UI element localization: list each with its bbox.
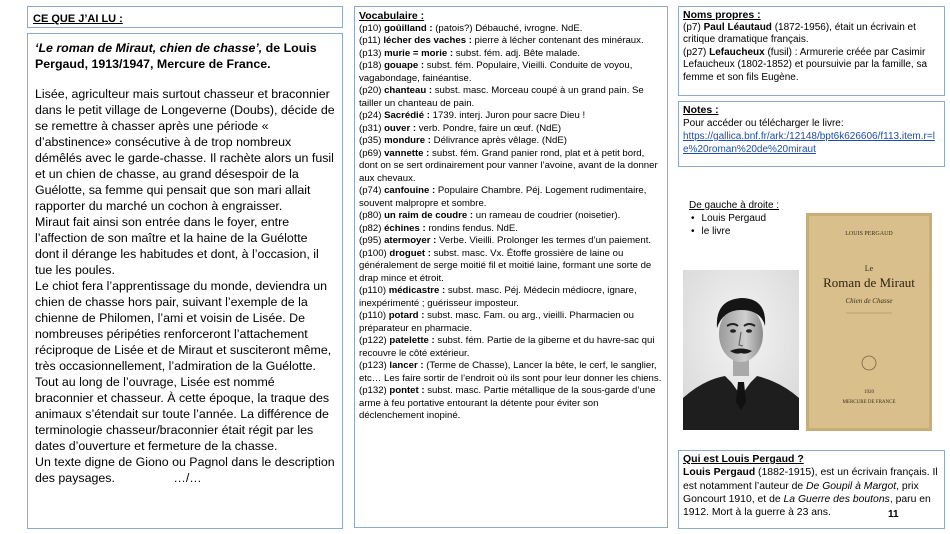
notes-panel — [678, 101, 945, 167]
caption-item: • Louis Pergaud — [691, 212, 809, 225]
vocabulary-entry — [359, 135, 663, 148]
entry-page-ref: (p69) — [359, 147, 385, 159]
book-author-text: LOUIS PERGAUD — [845, 231, 893, 237]
entry-definition: subst. fém. Grand panier rond, plat et à petit bord, dont on se sert ordinairement pour vanner l’avoine, avant de la donner aux chevaux. — [359, 147, 658, 184]
entry-page-ref: (p24) — [359, 110, 385, 121]
book-title: ‘Le roman de Miraut, chien de chasse’, — [35, 41, 263, 55]
caption-item: • le livre — [691, 225, 809, 238]
entry-term: vannette : — [384, 147, 430, 159]
entry-page-ref: (p100) — [359, 247, 390, 259]
entry-term: échines : — [384, 222, 426, 234]
entry-definition: subst. masc. Partie métallique de la sous-garde d’une arme à feu portative entourant la détente pour éviter son déclenchement inopiné. — [359, 385, 656, 421]
entry-term: atermoyer : — [384, 235, 437, 246]
book-cover-drawing — [806, 213, 932, 431]
entry-page-ref: (p122) — [359, 335, 390, 346]
entry-page-ref: (p95) — [359, 235, 385, 246]
entry-page-ref: (p18) — [359, 60, 385, 71]
proper-names-title: Noms propres : — [683, 9, 761, 21]
proper-name-entry — [683, 47, 940, 85]
book-publication: de Louis Pergaud, 1913/1947, Mercure de France. — [35, 41, 317, 71]
entry-definition: subst. fém. adj. Bête malade. — [453, 47, 581, 59]
book-title-line2: Roman de Miraut — [823, 275, 915, 290]
entry-definition: Délivrance après vêlage. (NdE) — [430, 135, 567, 146]
caption-title: De gauche à droite : — [689, 200, 780, 211]
book-publisher: MERCURE DE FRANCE — [842, 400, 896, 405]
images-caption — [689, 199, 809, 238]
entry-page-ref: (p27) — [683, 46, 710, 58]
entry-term: droguet : — [389, 247, 431, 259]
bio-text-part: (1882-1915), est un écrivain français. Il est notamment l’auteur de — [683, 467, 938, 492]
entry-page-ref: (p110) — [359, 310, 389, 321]
vocabulary-entry — [359, 85, 663, 110]
entry-definition: subst. masc. Vx. Étoffe grossière de laine ou généralement de serge moitié fil et moitié laine, formant une sorte de drap mince et étroit. — [359, 247, 652, 284]
bio-work-title: La Guerre des boutons — [783, 493, 890, 505]
vocabulary-entry — [359, 110, 663, 123]
entry-page-ref: (p123) — [359, 360, 390, 371]
vocabulary-title: Vocabulaire : — [359, 10, 425, 22]
book-title-line1: Le — [864, 264, 874, 273]
vocabulary-entry — [359, 60, 663, 85]
page-number: 11 — [888, 509, 899, 520]
entry-term: médicastre : — [388, 285, 446, 296]
entry-definition: subst. masc. Péj. Médecin médiocre, ignare, inexpérimenté ; guérisseur imposteur. — [359, 285, 637, 309]
portrait-drawing — [683, 270, 799, 430]
vocabulary-entry — [359, 235, 663, 248]
vocabulary-list — [359, 23, 663, 423]
author-name: Louis Pergaud — [683, 467, 756, 479]
section-title-box — [27, 6, 343, 28]
entry-term: pontet : — [389, 385, 425, 396]
entry-term: chanteau : — [384, 85, 433, 96]
entry-page-ref: (p10) — [359, 22, 385, 34]
entry-page-ref: (p7) — [683, 21, 704, 33]
entry-definition: subst. masc. Fam. ou arg., vieilli. Pharmacien ou préparateur en pharmacie. — [359, 310, 634, 334]
entry-definition: 1739. interj. Juron pour sacre Dieu ! — [429, 110, 586, 121]
entry-term: un raim de coudre : — [384, 210, 474, 221]
vocabulary-entry — [359, 48, 663, 61]
summary-paragraph: Le chiot fera l’apprentissage du monde, deviendra un chien de chasse hors pair, suivant l’exemple de la chienne de Philomen, l’ami et voisin de Lisée. De nombreuses péripéties renforceront l’attachement réciproque de Lisée et de Miraut et susciteront même, très occasionnellement, l’admiration de la Guélotte. — [35, 279, 332, 373]
book-year: 1920 — [864, 390, 874, 395]
entry-term: ouver : — [384, 122, 417, 134]
summary-paragraph: Lisée, agriculteur mais surtout chasseur et braconnier dans le petit village de Longeverne (Doubs), décide de se remettre à chasser après une période « d’abstinence» consécutive à de trop nombreux démêlés avec le garde-chasse. Il rachète alors un fusil et un chien de chasse, au grand désespoir de la Guélotte, sa femme qui pensait que son mari allait rapporter du marché un cochon à engraisser. — [35, 87, 335, 213]
entry-definition: un rameau de coudrier (noisetier). — [473, 210, 621, 221]
entry-definition: Verbe. Vieilli. Prolonger les termes d’un paiement. — [436, 235, 652, 246]
entry-page-ref: (p110) — [359, 285, 389, 296]
vocabulary-entry — [359, 285, 663, 310]
entry-page-ref: (p35) — [359, 135, 385, 146]
vocabulary-entry — [359, 210, 663, 223]
proper-names-panel — [678, 6, 945, 96]
bio-work-title: De Goupil à Margot — [806, 480, 897, 492]
proper-names-list — [683, 22, 940, 85]
author-bio-title: Qui est Louis Pergaud ? — [683, 453, 804, 465]
entry-term: patelette : — [389, 335, 435, 346]
entry-term: Sacrédié : — [384, 110, 430, 121]
entry-term: mondure : — [384, 135, 431, 146]
notes-text: Pour accéder ou télécharger le livre: — [683, 118, 844, 129]
vocabulary-entry — [359, 123, 663, 136]
vocabulary-entry — [359, 335, 663, 360]
entry-page-ref: (p31) — [359, 122, 385, 134]
entry-definition: subst. fém. Partie de la giberne et du havre-sac qui recouvre le côté extérieur. — [359, 335, 655, 359]
entry-page-ref: (p13) — [359, 47, 385, 59]
vocabulary-entry — [359, 385, 663, 423]
entry-definition: Populaire Chambre. Péj. Logement rudimentaire, souvent malpropre et sombre. — [359, 185, 647, 209]
summary-paragraph: Un texte digne de Giono ou Pagnol dans le description des paysages. …/… — [35, 455, 339, 485]
entry-term: Lefaucheux — [709, 46, 765, 58]
vocabulary-entry — [359, 185, 663, 210]
bio-text-part: , prix Goncourt 1910, et de — [683, 480, 919, 505]
entry-definition: verb. Pondre, faire un œuf. (NdE) — [416, 122, 562, 134]
vocabulary-entry — [359, 148, 663, 186]
entry-term: Paul Léautaud — [703, 21, 772, 33]
entry-term: goûilland : — [384, 22, 433, 34]
entry-definition: (Terme de Chasse), Lancer la bête, le cerf, le sanglier, etc… Les faire sortir de l’endroit où ils sont pour leur donner les chiens. — [359, 360, 662, 384]
caption-list — [689, 212, 809, 238]
book-heading — [35, 40, 335, 72]
summary-panel — [27, 33, 343, 529]
book-subtitle: Chien de Chasse — [845, 297, 893, 305]
entry-definition: (patois?) Débauché, ivrogne. NdE. — [432, 22, 583, 34]
entry-definition: subst. masc. Morceau coupé à un grand pain. Se tailler un chanteau de pain. — [359, 85, 644, 109]
entry-definition: rondins fendus. NdE. — [425, 222, 518, 234]
entry-page-ref: (p80) — [359, 210, 385, 221]
proper-name-entry — [683, 22, 940, 47]
summary-paragraph: Tout au long de l’ouvrage, Lisée est nommé braconnier et chasseur. À cette époque, la traque des animaux s’étendait sur toute l’année. La différence de terminologie chasseur/braconnier était régit par les dates d’ouverture et fermeture de la chasse. — [35, 375, 330, 453]
entry-page-ref: (p11) — [359, 35, 384, 46]
entry-term: canfouine : — [384, 185, 436, 196]
entry-definition: (1872-1956), était un écrivain et critique dramatique français. — [683, 21, 916, 46]
entry-page-ref: (p74) — [359, 185, 385, 196]
entry-term: gouape : — [384, 60, 425, 71]
entry-definition: (fusil) : Armurerie créée par Casimir Lefaucheux (1802-1852) et poursuivie par la famille, sa femme et son fils Eugène. — [683, 46, 928, 83]
summary-paragraph: Miraut fait ainsi son entrée dans le foyer, entre l’affection de son maître et la haine de la Guélotte dont il dérange les habitudes et dont, à l’occasion, il tue les poules. — [35, 215, 319, 277]
vocabulary-entry — [359, 310, 663, 335]
entry-page-ref: (p20) — [359, 85, 385, 96]
entry-page-ref: (p82) — [359, 222, 385, 234]
entry-definition: pierre à lécher contenant des minéraux. — [471, 35, 644, 46]
notes-title: Notes : — [683, 104, 719, 116]
entry-page-ref: (p132) — [359, 385, 390, 396]
vocabulary-entry — [359, 248, 663, 286]
vocabulary-entry — [359, 35, 663, 48]
author-portrait-image — [683, 270, 799, 430]
section-title: CE QUE J’AI LU : — [33, 13, 123, 25]
author-bio-text — [683, 466, 940, 519]
gallica-link[interactable]: https://gallica.bnf.fr/ark:/12148/bpt6k626606/f113.item.r=le%20roman%20de%20miraut — [683, 131, 935, 155]
vocabulary-entry — [359, 360, 663, 385]
entry-term: lancer : — [389, 360, 424, 371]
bio-text-part: , paru en 1912. Mort à la guerre à 23 ans. — [683, 493, 931, 519]
book-cover-image — [806, 213, 932, 431]
entry-term: murie = morie : — [384, 47, 454, 59]
entry-term: potard : — [388, 310, 425, 321]
author-bio-panel — [678, 450, 945, 529]
vocabulary-entry — [359, 223, 663, 236]
vocabulary-entry — [359, 23, 663, 36]
entry-definition: subst. fém. Populaire, Vieilli. Conduite de voyou, vagabondage, fainéantise. — [359, 60, 633, 84]
vocabulary-panel — [354, 6, 668, 528]
entry-term: lécher des vaches : — [383, 35, 472, 46]
